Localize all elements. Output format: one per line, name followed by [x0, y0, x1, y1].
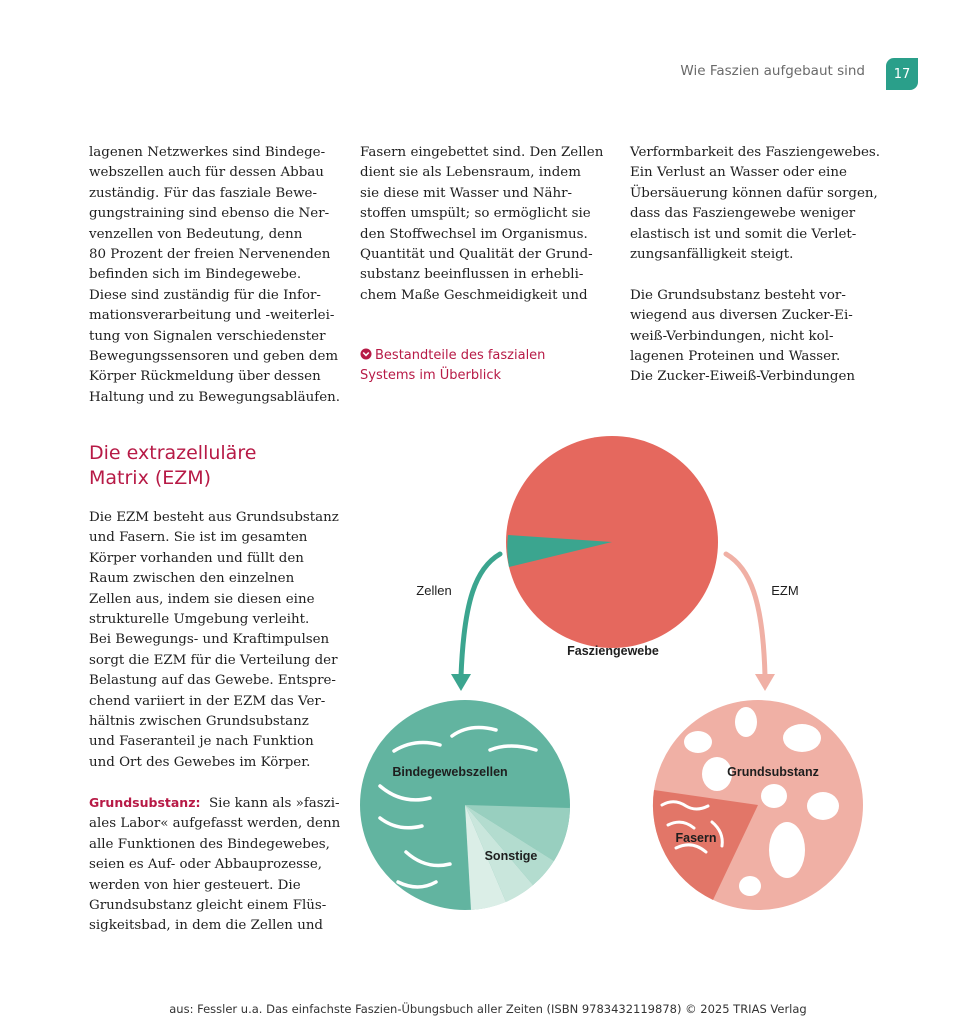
text-line: tung von Signalen verschiedenster	[89, 328, 326, 344]
text-line: und Fasern. Sie ist im gesamten	[89, 530, 308, 546]
text-line: lagenen Netzwerkes sind Bindege-	[89, 145, 326, 160]
text-line: mationsverarbeitung und -weiterlei-	[89, 308, 335, 324]
text-line: Körper vorhanden und füllt den	[89, 550, 304, 566]
text-line: Raum zwischen den einzelnen	[89, 571, 295, 587]
text-line: Übersäuerung können dafür sorgen,	[630, 185, 878, 201]
column-3-text	[630, 143, 880, 388]
text-line: ales Labor« aufgefasst werden, denn	[89, 816, 341, 832]
text-line: werden von hier gesteuert. Die	[89, 877, 301, 893]
top-circle-label: Fasziengewebe	[567, 644, 659, 658]
text-line: Diese sind zuständig für die Infor-	[89, 287, 321, 303]
chevron-down-icon	[360, 348, 372, 360]
text-fragment: Sie kann als »faszi-	[209, 796, 340, 811]
text-line: befinden sich im Bindegewebe.	[89, 267, 302, 283]
cells-pie	[360, 700, 570, 910]
text-line: weiß-Verbindungen, nicht kol-	[630, 328, 834, 344]
text-line: Fasern eingebettet sind. Den Zellen	[360, 145, 604, 160]
ezm-pie	[653, 700, 863, 910]
column-1-top-text	[89, 143, 340, 408]
text-line: Die Grundsubstanz besteht vor-	[630, 287, 846, 303]
fasern-label: Fasern	[675, 831, 717, 845]
text-line: sigkeitsbad, in dem die Zellen und	[89, 918, 324, 934]
column-2-text	[360, 143, 603, 306]
text-line: webszellen auch für dessen Abbau	[89, 165, 324, 181]
running-header: Wie Faszien aufgebaut sind	[680, 63, 865, 79]
text-line: wiegend aus diversen Zucker-Ei-	[630, 308, 853, 324]
copyright-footer: aus: Fessler u.a. Das einfachste Faszien-Übungsbuch aller Zeiten (ISBN 9783432119878) © 2025 TRIAS Verlag	[169, 1002, 807, 1016]
text-line: und Faseranteil je nach Funktion	[89, 734, 314, 750]
text-line: zungsanfälligkeit steigt.	[630, 247, 794, 263]
text-line: sie diese mit Wasser und Nähr-	[360, 185, 573, 201]
term-label: Grundsubstanz:	[89, 795, 201, 810]
column-1-ezm-text	[89, 508, 339, 773]
text-line: lagenen Proteinen und Wasser.	[630, 349, 841, 365]
caption-line	[360, 346, 545, 366]
text-line: Quantität und Qualität der Grund-	[360, 247, 593, 263]
text-line	[89, 793, 340, 814]
left-arrow	[461, 554, 500, 676]
text-line: Belastung auf das Gewebe. Entspre-	[89, 673, 336, 689]
text-line: seien es Auf- oder Abbauprozesse,	[89, 857, 323, 873]
text-line: gungstraining sind ebenso die Ner-	[89, 206, 330, 222]
section-heading	[89, 441, 256, 491]
fascia-components-diagram	[340, 420, 880, 920]
text-line: Grundsubstanz gleicht einem Flüs-	[89, 898, 327, 914]
text-line: Die EZM besteht aus Grundsubstanz	[89, 510, 339, 525]
text-line: dass das Fasziengewebe weniger	[630, 206, 856, 222]
left-arrow-head	[451, 674, 471, 691]
text-line: stoffen umspült; so ermöglicht sie	[360, 206, 591, 222]
text-line: strukturelle Umgebung verleiht.	[89, 612, 310, 628]
text-line: und Ort des Gewebes im Körper.	[89, 754, 311, 770]
bindegewebszellen-label: Bindegewebszellen	[392, 765, 508, 779]
caption-line: Systems im Überblick	[360, 368, 502, 383]
heading-line: Matrix (EZM)	[89, 467, 212, 489]
text-line: Haltung und zu Bewegungsabläufen.	[89, 389, 341, 405]
fasziengewebe-pie	[506, 436, 718, 648]
ezm-label: EZM	[771, 583, 799, 598]
right-arrow	[726, 554, 765, 676]
text-line: chem Maße Geschmeidigkeit und	[360, 287, 588, 303]
text-line: Die Zucker-Eiweiß-Verbindungen	[630, 369, 855, 385]
zellen-label: Zellen	[416, 583, 452, 598]
text-line: sorgt die EZM für die Verteilung der	[89, 652, 338, 668]
figure-caption	[360, 346, 545, 386]
text-line: 80 Prozent der freien Nervenenden	[89, 247, 331, 263]
text-line: Bewegungssensoren und geben dem	[89, 349, 339, 365]
text-line: Verformbarkeit des Fasziengewebes.	[630, 145, 881, 160]
heading-line: Die extrazelluläre	[89, 442, 257, 464]
text-line: elastisch ist und somit die Verlet-	[630, 226, 857, 242]
text-line: hältnis zwischen Grundsubstanz	[89, 714, 309, 730]
text-line: Körper Rückmeldung über dessen	[89, 369, 321, 385]
text-line: Zellen aus, indem sie diesen eine	[89, 591, 315, 607]
page-number: 17	[886, 58, 918, 90]
text-line: Ein Verlust an Wasser oder eine	[630, 165, 847, 181]
text-line: venzellen von Bedeutung, denn	[89, 226, 303, 242]
caption-text: Bestandteile des faszialen	[375, 348, 546, 363]
sonstige-label: Sonstige	[484, 849, 538, 863]
text-line: alle Funktionen des Bindegewebes,	[89, 836, 330, 852]
column-1-grundsubstanz-text	[89, 793, 340, 937]
right-arrow-head	[755, 674, 775, 691]
text-line: zuständig. Für das fasziale Bewe-	[89, 185, 318, 201]
grundsubstanz-label: Grundsubstanz	[727, 765, 819, 779]
text-line: dient sie als Lebensraum, indem	[360, 165, 581, 181]
paragraph-gap	[630, 265, 880, 285]
text-line: substanz beeinflussen in erhebli-	[360, 267, 584, 283]
text-line: chend variiert in der EZM das Ver-	[89, 693, 326, 709]
text-line: Bei Bewegungs- und Kraftimpulsen	[89, 632, 330, 648]
text-line: den Stoffwechsel im Organismus.	[360, 226, 588, 242]
